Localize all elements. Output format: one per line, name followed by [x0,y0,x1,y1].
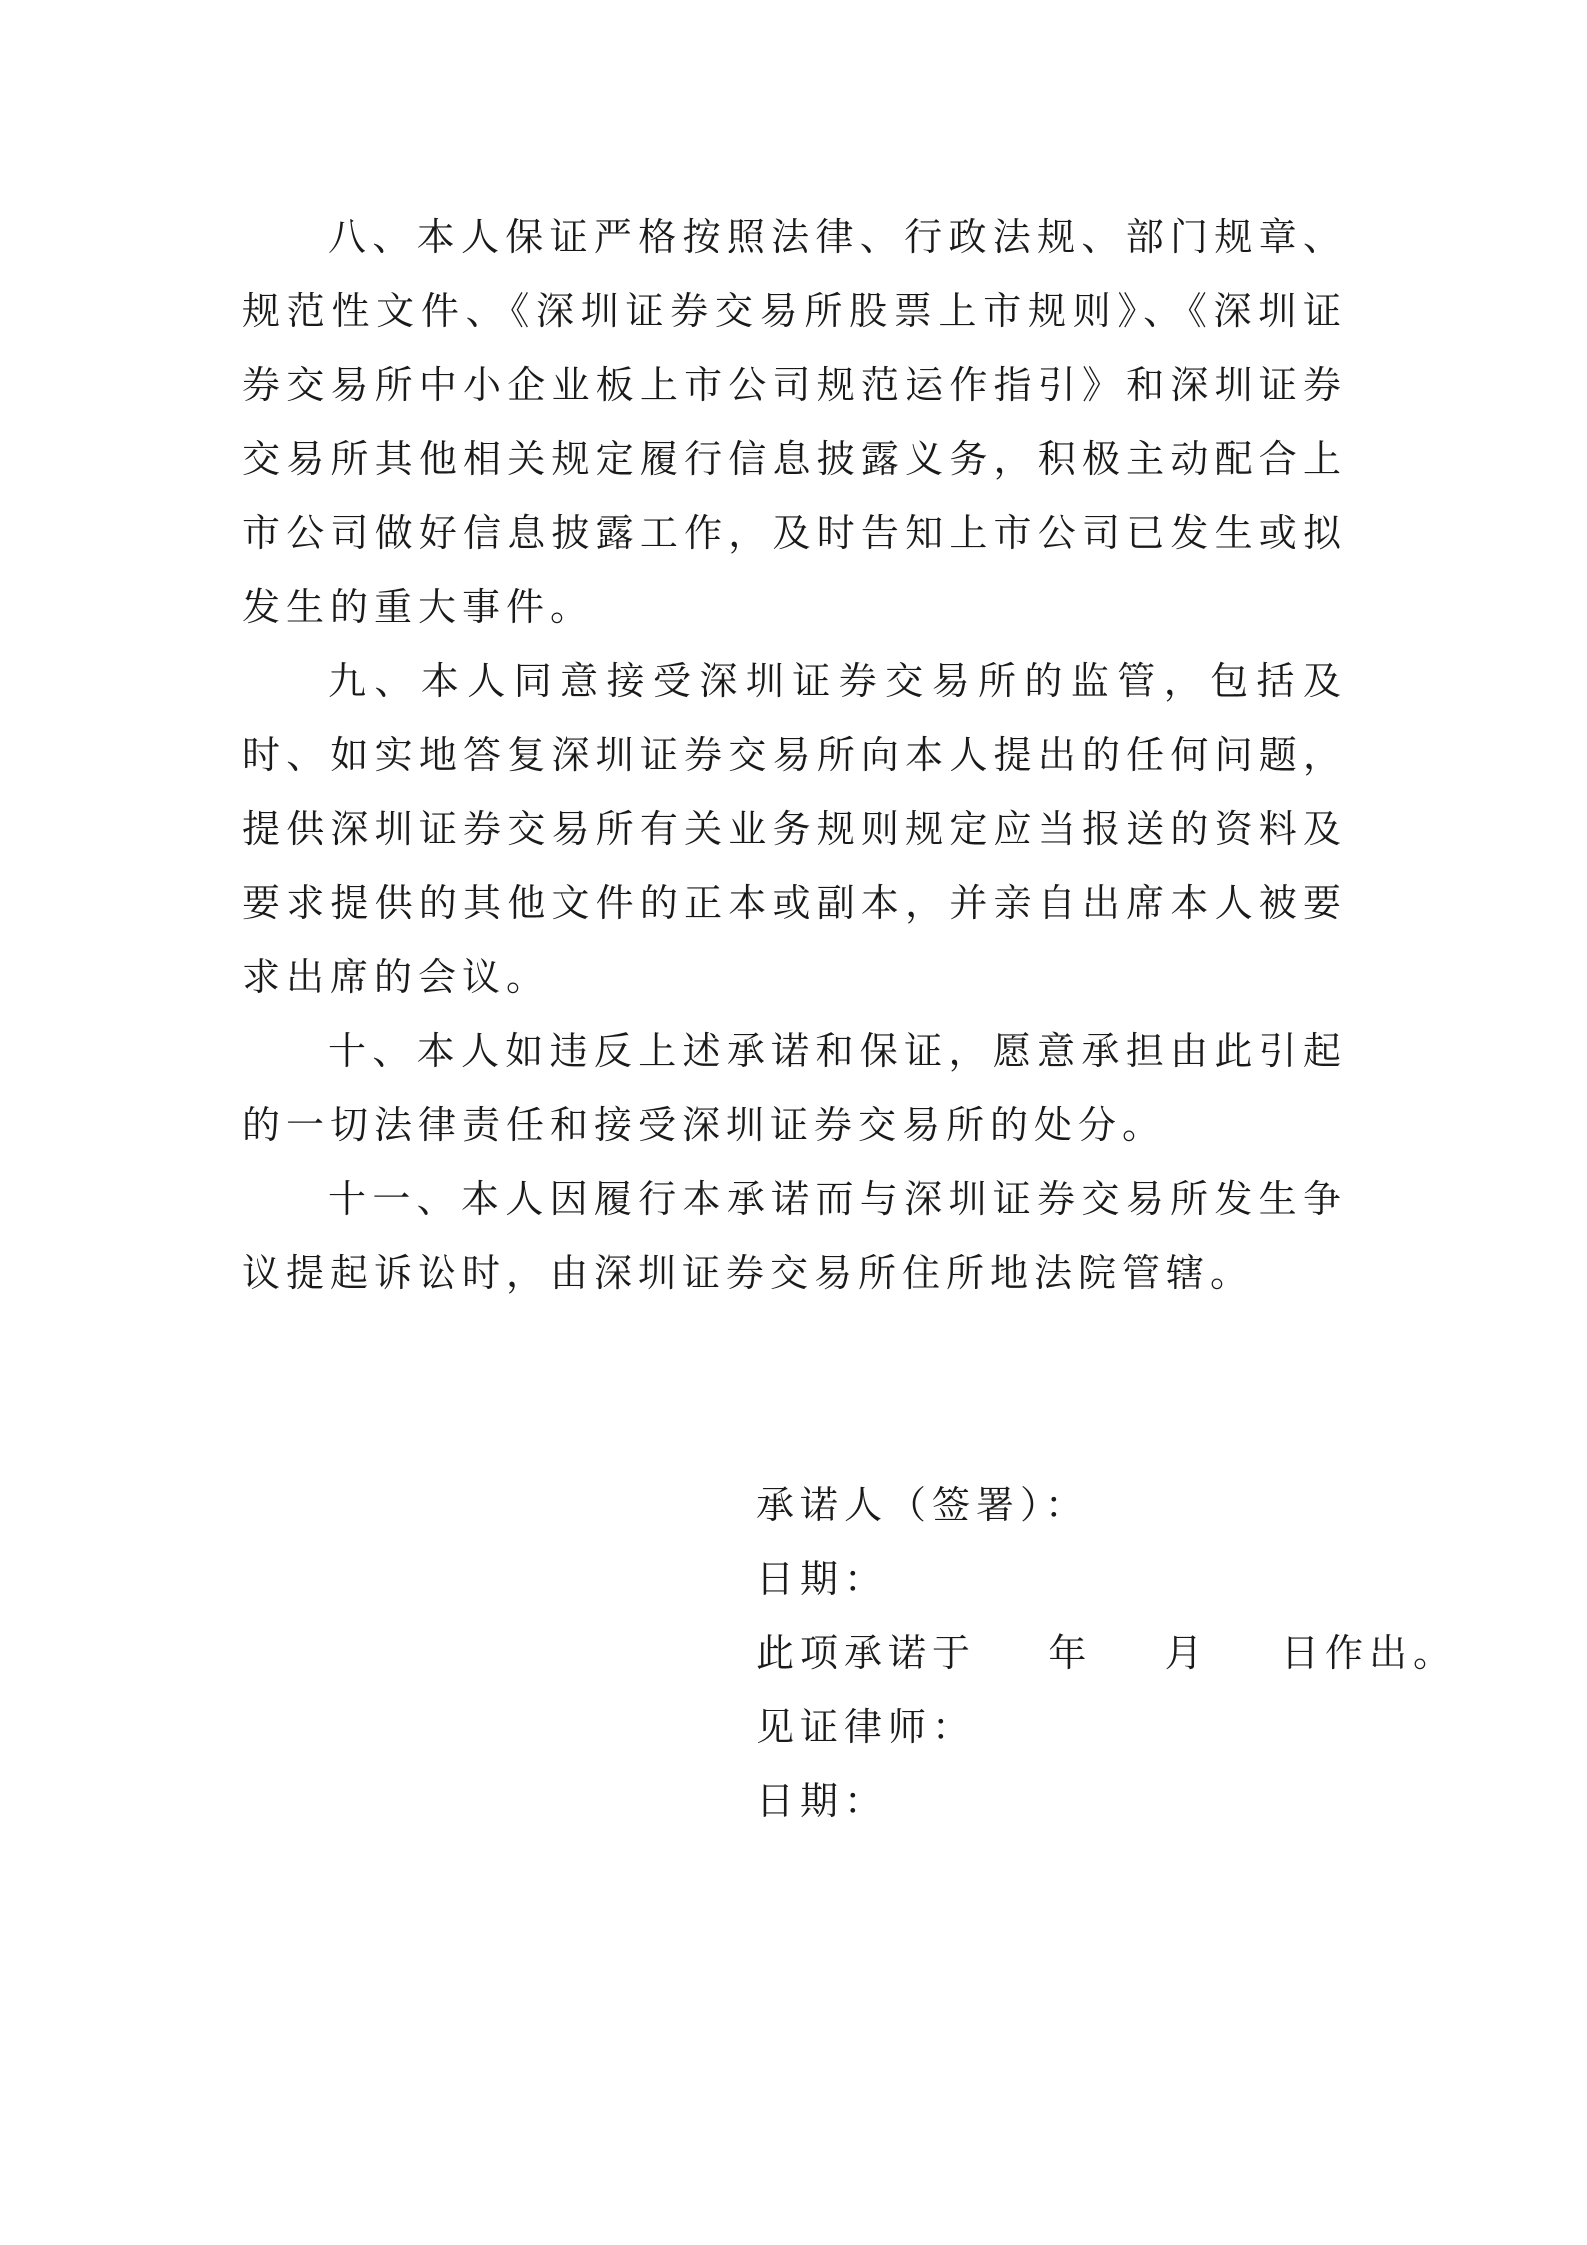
paragraph-ten: 十、本人如违反上述承诺和保证，愿意承担由此引起的一切法律责任和接受深圳证券交易所的处分。 [242,1029,1347,1147]
paragraph-eight: 八、本人保证严格按照法律、行政法规、部门规章、规范性文件、《深圳证券交易所股票上市规则》、《深圳证券交易所中小企业板上市公司规范运作指引》和深圳证券交易所其他相关规定履行信息披露义务，积极主动配合上市公司做好信息披露工作，及时告知上市公司已发生或拟发生的重大事件。 [242,215,1347,629]
witness-date-label: 日期： [756,1779,889,1823]
promise-made-date-line: 此项承诺于 年 月 日作出。 [756,1631,1457,1675]
witness-lawyer-label: 见证律师： [756,1705,977,1749]
promisor-signature-label: 承诺人（签署）： [756,1483,1090,1527]
promisor-date-label: 日期： [756,1557,889,1601]
paragraph-nine: 九、本人同意接受深圳证券交易所的监管，包括及时、如实地答复深圳证券交易所向本人提出的任何问题，提供深圳证券交易所有关业务规则规定应当报送的资料及要求提供的其他文件的正本或副本，并亲自出席本人被要求出席的会议。 [242,659,1347,999]
document-body [242,200,1347,1310]
signature-block [756,1468,1457,1838]
paragraph-eleven: 十一、本人因履行本承诺而与深圳证券交易所发生争议提起诉讼时，由深圳证券交易所住所地法院管辖。 [242,1177,1347,1295]
